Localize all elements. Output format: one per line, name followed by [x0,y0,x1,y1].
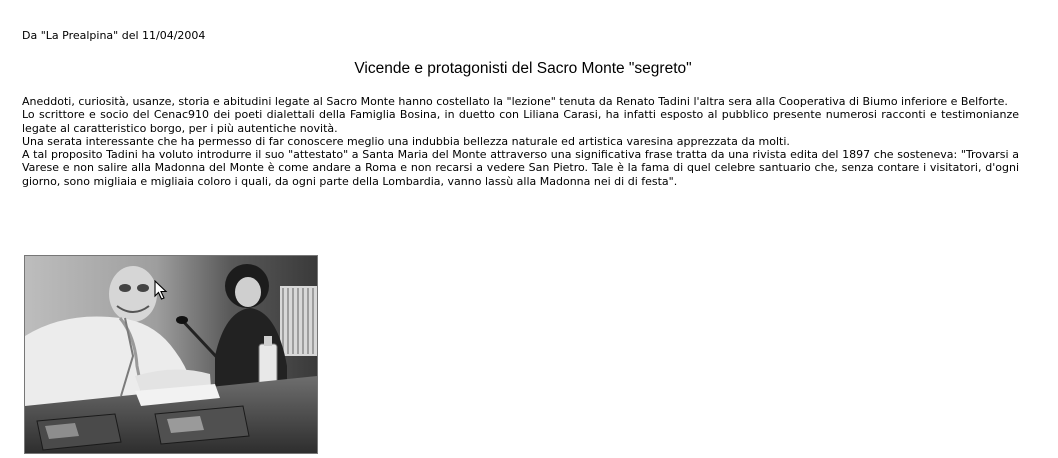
paragraph: A tal proposito Tadini ha voluto introdurre il suo "attestato" a Santa Maria del Monte attraverso una significativa frase tratta da una rivista edita del 1897 che sosteneva: "Trovarsi a Varese e non salire alla Madonna del Monte è come andare a Roma e non recarsi a vedere San Pietro. Tale è la fama di quel celebre santuario che, senza contare i visitatori, d'ogni giorno, sono migliaia e migliaia coloro i quali, da ogni parte della Lombardia, vanno lassù alla Madonna nei di di festa". [22,148,1019,188]
mouse-pointer-icon [154,280,168,300]
article-photo [24,255,318,454]
article-title: Vicende e protagonisti del Sacro Monte "segreto" [354,60,692,77]
newspaper-photo-icon [25,256,317,453]
article-body [22,95,1019,188]
article-source: Da "La Prealpina" del 11/04/2004 [22,29,206,42]
paragraph: Una serata interessante che ha permesso di far conoscere meglio una indubbia bellezza naturale ed artistica varesina apprezzata da molti. [22,134,790,148]
paragraph: Aneddoti, curiosità, usanze, storia e abitudini legate al Sacro Monte hanno costellato la "lezione" tenuta da Renato Tadini l'altra sera alla Cooperativa di Biumo inferiore e Belforte. [22,95,1008,108]
paragraph: Lo scrittore e socio del Cenac910 dei poeti dialettali della Famiglia Bosina, in duetto con Liliana Carasi, ha infatti esposto al pubblico presente numerosi racconti e testimonianze legate al caratteristico borgo, per i più autentiche novità. [22,108,1019,135]
